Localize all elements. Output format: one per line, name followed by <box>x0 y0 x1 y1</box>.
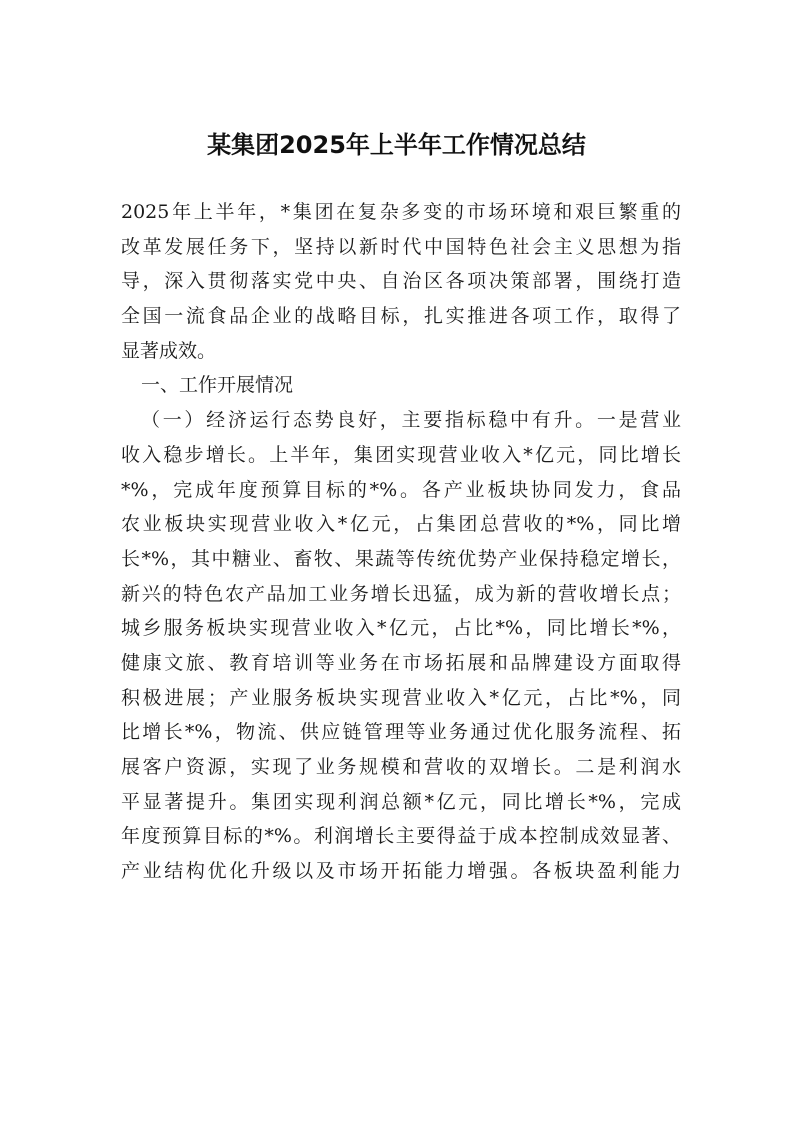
paragraph-line: （一）经济运行态势良好，主要指标稳中有升。一是营业 <box>141 409 681 432</box>
document-title: 某集团2025年上半年工作情况总结 <box>207 131 586 159</box>
document-body <box>121 195 681 889</box>
paragraph-line: 显著成效。 <box>121 339 217 362</box>
paragraph-line: 平显著提升。集团实现利润总额*亿元，同比增长*%，完成 <box>121 790 681 813</box>
paragraph-line: *%，完成年度预算目标的*%。各产业板块协同发力，食品 <box>121 478 681 501</box>
paragraph-line: 健康文旅、教育培训等业务在市场拓展和品牌建设方面取得 <box>121 651 681 674</box>
paragraph-line: 全国一流食品企业的战略目标，扎实推进各项工作，取得了 <box>121 305 681 328</box>
paragraph-line: 改革发展任务下，坚持以新时代中国特色社会主义思想为指 <box>121 235 681 258</box>
paragraph-line: 导，深入贯彻落实党中央、自治区各项决策部署，围绕打造 <box>121 270 681 293</box>
paragraph-line: 2025年上半年，*集团在复杂多变的市场环境和艰巨繁重的 <box>121 201 681 223</box>
paragraph-line: 展客户资源，实现了业务规模和营收的双增长。二是利润水 <box>121 756 681 778</box>
paragraph-line: 积极进展；产业服务板块实现营业收入*亿元，占比*%，同 <box>121 686 681 709</box>
paragraph-line: 年度预算目标的*%。利润增长主要得益于成本控制成效显著、 <box>121 825 681 848</box>
paragraph-line: 产业结构优化升级以及市场开拓能力增强。各板块盈利能力 <box>121 860 681 883</box>
section-heading: 一、工作开展情况 <box>141 374 294 397</box>
paragraph-line: 城乡服务板块实现营业收入*亿元，占比*%，同比增长*%， <box>121 617 681 640</box>
paragraph-line: 长*%，其中糖业、畜牧、果蔬等传统优势产业保持稳定增长， <box>121 547 681 570</box>
paragraph-line: 收入稳步增长。上半年，集团实现营业收入*亿元，同比增长 <box>121 443 681 466</box>
paragraph-line: 比增长*%，物流、供应链管理等业务通过优化服务流程、拓 <box>121 721 681 744</box>
paragraph-line: 农业板块实现营业收入*亿元，占集团总营收的*%，同比增 <box>121 513 681 536</box>
paragraph-line: 新兴的特色农产品加工业务增长迅猛，成为新的营收增长点； <box>121 582 681 605</box>
